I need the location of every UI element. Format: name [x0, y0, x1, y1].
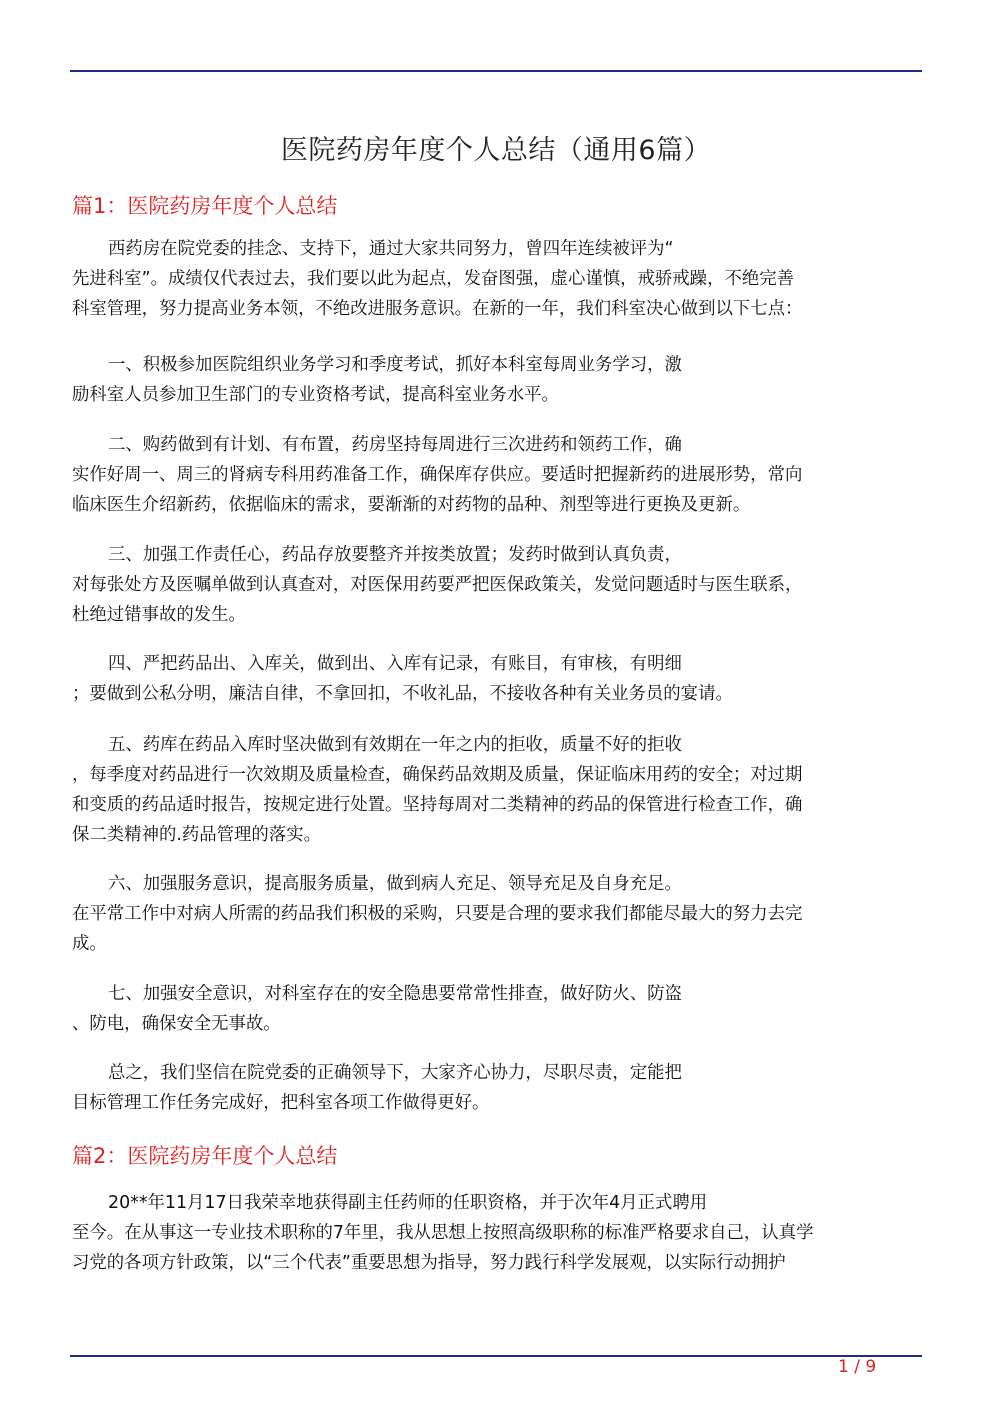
- paragraph-line: 20**年11月17日我荣幸地获得副主任药师的任职资格，并于次年4月正式聘用: [108, 1193, 708, 1213]
- paragraph-line: 四、严把药品出、入库关，做到出、入库有记录，有账目，有审核，有明细: [108, 654, 682, 674]
- paragraph-line: 总之，我们坚信在院党委的正确领导下，大家齐心协力，尽职尽责，定能把: [108, 1063, 682, 1083]
- footer-rule: [70, 1355, 922, 1357]
- paragraph-line: 一、积极参加医院组织业务学习和季度考试，抓好本科室每周业务学习，激: [108, 355, 682, 375]
- paragraph-line: ；要做到公私分明，廉洁自律，不拿回扣，不收礼品，不接收各种有关业务员的宴请。: [72, 684, 733, 704]
- paragraph-line: 三、加强工作责任心，药品存放要整齐并按类放置；发药时做到认真负责，: [108, 545, 682, 565]
- header-rule: [70, 70, 922, 72]
- paragraph-line: 西药房在院党委的挂念、支持下，通过大家共同努力，曾四年连续被评为“: [108, 239, 674, 259]
- paragraph: [72, 350, 922, 410]
- paragraph: [72, 649, 922, 709]
- paragraph: [72, 869, 922, 959]
- paragraph-line: 五、药库在药品入库时坚决做到有效期在一年之内的拒收，质量不好的拒收: [108, 735, 682, 755]
- paragraph: [72, 540, 922, 630]
- paragraph-line: 二、购药做到有计划、有布置，药房坚持每周进行三次进药和领药工作，确: [108, 435, 682, 455]
- paragraph-line: 习党的各项方针政策，以“三个代表”重要思想为指导，努力践行科学发展观，以实际行动拥护: [72, 1253, 786, 1273]
- paragraph-line: 成。: [72, 934, 107, 954]
- paragraph-line: 目标管理工作任务完成好，把科室各项工作做得更好。: [72, 1093, 490, 1113]
- paragraph-line: 对每张处方及医嘱单做到认真查对，对医保用药要严把医保政策关，发觉问题适时与医生联系，: [72, 575, 803, 595]
- paragraph-line: 至今。在从事这一专业技术职称的7年里，我从思想上按照高级职称的标准严格要求自己，认真学: [72, 1223, 814, 1243]
- document-title: 医院药房年度个人总结（通用6篇）: [280, 135, 712, 166]
- paragraph-line: 杜绝过错事故的发生。: [72, 605, 246, 625]
- section-heading: 篇2：医院药房年度个人总结: [72, 1144, 338, 1168]
- paragraph: [72, 1188, 922, 1278]
- paragraph: [72, 979, 922, 1039]
- paragraph-line: 先进科室”。成绩仅代表过去，我们要以此为起点，发奋图强，虚心谨慎，戒骄戒躁，不绝完善: [72, 269, 795, 289]
- paragraph-line: 励科室人员参加卫生部门的专业资格考试，提高科室业务水平。: [72, 385, 559, 405]
- paragraph-line: 临床医生介绍新药，依据临床的需求，要渐渐的对药物的品种、剂型等进行更换及更新。: [72, 495, 751, 515]
- paragraph: [72, 1058, 922, 1118]
- paragraph-line: 、防电，确保安全无事故。: [72, 1014, 281, 1034]
- paragraph-line: 在平常工作中对病人所需的药品我们积极的采购，只要是合理的要求我们都能尽最大的努力去完: [72, 904, 803, 924]
- paragraph-line: 七、加强安全意识，对科室存在的安全隐患要常常性排查，做好防火、防盗: [108, 984, 682, 1004]
- paragraph-line: 和变质的药品适时报告，按规定进行处置。坚持每周对二类精神的药品的保管进行检查工作，确: [72, 795, 803, 815]
- paragraph-line: ，每季度对药品进行一次效期及质量检查，确保药品效期及质量，保证临床用药的安全；对过期: [72, 765, 803, 785]
- paragraph: [72, 234, 922, 324]
- paragraph-line: 保二类精神的.药品管理的落实。: [72, 825, 321, 845]
- paragraph: [72, 430, 922, 520]
- paragraph-line: 科室管理，努力提高业务本领，不绝改进服务意识。在新的一年，我们科室决心做到以下七点：: [72, 299, 803, 319]
- paragraph-line: 六、加强服务意识，提高服务质量，做到病人充足、领导充足及自身充足。: [108, 874, 682, 894]
- paragraph: [72, 730, 922, 850]
- page-number: 1 / 9: [838, 1357, 877, 1377]
- section-heading: 篇1：医院药房年度个人总结: [72, 194, 338, 218]
- paragraph-line: 实作好周一、周三的肾病专科用药准备工作，确保库存供应。要适时把握新药的进展形势，常向: [72, 465, 803, 485]
